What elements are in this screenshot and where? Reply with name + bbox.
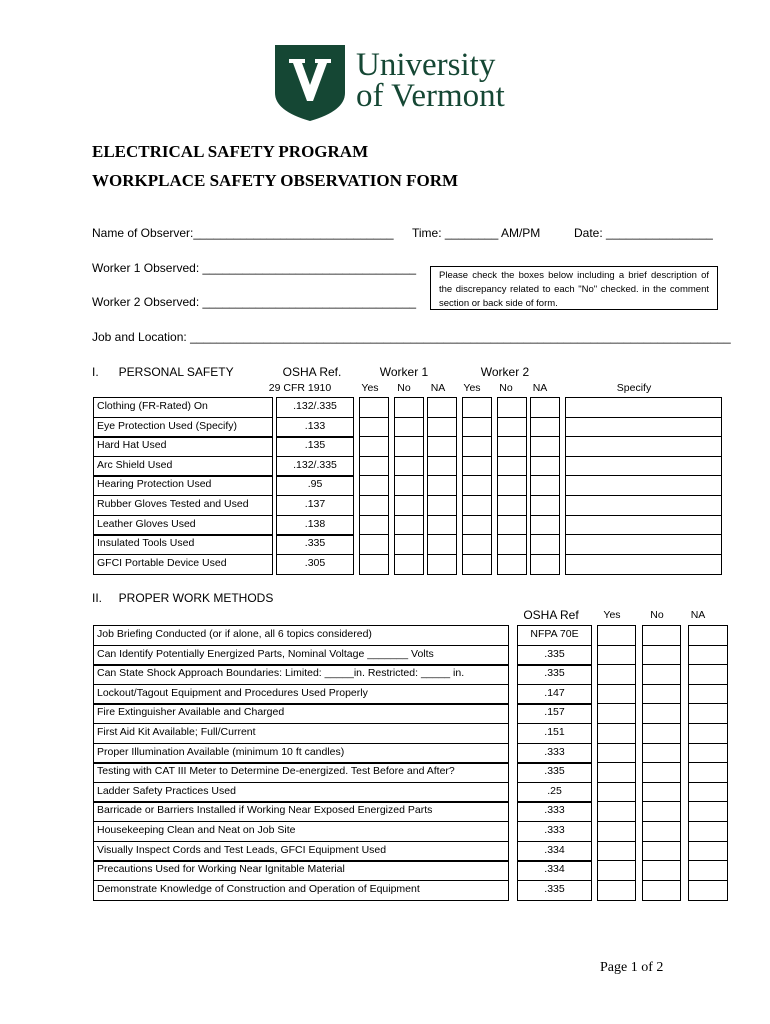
specify-field[interactable] xyxy=(565,397,722,418)
s2-no-header: No xyxy=(650,609,664,621)
w2-na-checkbox[interactable] xyxy=(530,495,560,516)
table-row-label: Lockout/Tagout Equipment and Procedures Used Properly xyxy=(93,684,509,705)
yes-checkbox[interactable] xyxy=(597,841,636,862)
table-row-label: Clothing (FR-Rated) On xyxy=(93,397,273,418)
na-checkbox[interactable] xyxy=(688,880,728,901)
no-checkbox[interactable] xyxy=(642,723,681,744)
worker2-field[interactable]: Worker 2 Observed: ________________________________ xyxy=(92,295,417,309)
w1-na-checkbox[interactable] xyxy=(427,515,457,536)
w1-no-checkbox[interactable] xyxy=(394,534,424,555)
w2-yes-checkbox[interactable] xyxy=(462,475,492,496)
na-checkbox[interactable] xyxy=(688,860,728,881)
w1-na-checkbox[interactable] xyxy=(427,495,457,516)
w2-yes-checkbox[interactable] xyxy=(462,495,492,516)
university-shield-logo xyxy=(275,45,345,121)
table-row-label: Insulated Tools Used xyxy=(93,534,273,555)
osha-ref: .132/.335 xyxy=(276,397,354,418)
yes-checkbox[interactable] xyxy=(597,645,636,666)
w2-na-checkbox[interactable] xyxy=(530,456,560,477)
table-row-label: Can State Shock Approach Boundaries: Limited: _____in. Restricted: _____ in. xyxy=(93,664,509,685)
osha-ref: .135 xyxy=(276,436,354,457)
osha-ref: .335 xyxy=(517,762,592,783)
table-row-label: Hard Hat Used xyxy=(93,436,273,457)
osha-ref: NFPA 70E xyxy=(517,625,592,646)
osha-ref: .157 xyxy=(517,703,592,724)
w2-yes-checkbox[interactable] xyxy=(462,456,492,477)
time-field[interactable]: Time: ________ AM/PM xyxy=(412,226,541,240)
date-field[interactable]: Date: ________________ xyxy=(574,226,713,240)
na-checkbox[interactable] xyxy=(688,782,728,803)
w2-no-checkbox[interactable] xyxy=(497,515,527,536)
specify-field[interactable] xyxy=(565,495,722,516)
w1-yes-checkbox[interactable] xyxy=(359,456,389,477)
osha-ref: .25 xyxy=(517,782,592,803)
na-checkbox[interactable] xyxy=(688,821,728,842)
no-checkbox[interactable] xyxy=(642,801,681,822)
observer-field[interactable]: Name of Observer:______________________________ xyxy=(92,226,394,240)
osha-ref: .151 xyxy=(517,723,592,744)
section1-osha-header: OSHA Ref. xyxy=(282,365,342,379)
section2-osha-header: OSHA Ref xyxy=(523,608,579,622)
w1-no-checkbox[interactable] xyxy=(394,554,424,575)
no-checkbox[interactable] xyxy=(642,880,681,901)
table-row-label: Housekeeping Clean and Neat on Job Site xyxy=(93,821,509,842)
specify-field[interactable] xyxy=(565,534,722,555)
yes-checkbox[interactable] xyxy=(597,860,636,881)
table-row-label: Leather Gloves Used xyxy=(93,515,273,536)
w2-na-checkbox[interactable] xyxy=(530,554,560,575)
table-row-label: Rubber Gloves Tested and Used xyxy=(93,495,273,516)
table-row-label: Eye Protection Used (Specify) xyxy=(93,417,273,438)
w1-no-checkbox[interactable] xyxy=(394,436,424,457)
table-row-label: Barricade or Barriers Installed if Working Near Exposed Energized Parts xyxy=(93,801,509,822)
na-checkbox[interactable] xyxy=(688,664,728,685)
osha-ref: .333 xyxy=(517,743,592,764)
w1-no-checkbox[interactable] xyxy=(394,456,424,477)
specify-field[interactable] xyxy=(565,456,722,477)
table-row-label: Visually Inspect Cords and Test Leads, GFCI Equipment Used xyxy=(93,841,509,862)
osha-ref: .305 xyxy=(276,554,354,575)
osha-ref: .334 xyxy=(517,860,592,881)
section1-heading: I. PERSONAL SAFETY xyxy=(92,365,234,379)
w2-no-checkbox[interactable] xyxy=(497,456,527,477)
w2-no-checkbox[interactable] xyxy=(497,534,527,555)
osha-ref: .334 xyxy=(517,841,592,862)
table-row-label: Arc Shield Used xyxy=(93,456,273,477)
specify-header: Specify xyxy=(616,382,652,394)
yes-checkbox[interactable] xyxy=(597,723,636,744)
specify-field[interactable] xyxy=(565,475,722,496)
osha-ref: .138 xyxy=(276,515,354,536)
osha-ref: .335 xyxy=(517,880,592,901)
no-checkbox[interactable] xyxy=(642,645,681,666)
osha-ref: .147 xyxy=(517,684,592,705)
w1-na-checkbox[interactable] xyxy=(427,456,457,477)
w2-na-header: NA xyxy=(532,382,548,394)
w1-yes-checkbox[interactable] xyxy=(359,417,389,438)
w2-na-checkbox[interactable] xyxy=(530,436,560,457)
w1-na-checkbox[interactable] xyxy=(427,554,457,575)
yes-checkbox[interactable] xyxy=(597,684,636,705)
s2-yes-header: Yes xyxy=(603,609,621,621)
w1-na-checkbox[interactable] xyxy=(427,475,457,496)
job-location-field[interactable]: Job and Location: _________________________________________________________________________________ xyxy=(92,330,731,344)
na-checkbox[interactable] xyxy=(688,703,728,724)
na-checkbox[interactable] xyxy=(688,743,728,764)
w1-yes-checkbox[interactable] xyxy=(359,515,389,536)
w2-yes-checkbox[interactable] xyxy=(462,534,492,555)
yes-checkbox[interactable] xyxy=(597,801,636,822)
table-row-label: Testing with CAT III Meter to Determine De-energized. Test Before and After? xyxy=(93,762,509,783)
table-row-label: Can Identify Potentially Energized Parts, Nominal Voltage _______ Volts xyxy=(93,645,509,666)
no-checkbox[interactable] xyxy=(642,703,681,724)
no-checkbox[interactable] xyxy=(642,664,681,685)
w1-na-checkbox[interactable] xyxy=(427,397,457,418)
w2-yes-header: Yes xyxy=(463,382,481,394)
specify-field[interactable] xyxy=(565,554,722,575)
w1-no-header: No xyxy=(397,382,411,394)
w2-no-header: No xyxy=(499,382,513,394)
osha-ref: .335 xyxy=(517,664,592,685)
table-row-label: Job Briefing Conducted (or if alone, all 6 topics considered) xyxy=(93,625,509,646)
w1-na-checkbox[interactable] xyxy=(427,436,457,457)
university-wordmark xyxy=(356,47,505,114)
yes-checkbox[interactable] xyxy=(597,664,636,685)
w1-yes-checkbox[interactable] xyxy=(359,475,389,496)
specify-field[interactable] xyxy=(565,515,722,536)
w2-na-checkbox[interactable] xyxy=(530,417,560,438)
w1-na-checkbox[interactable] xyxy=(427,417,457,438)
w2-na-checkbox[interactable] xyxy=(530,397,560,418)
w1-no-checkbox[interactable] xyxy=(394,515,424,536)
na-checkbox[interactable] xyxy=(688,841,728,862)
yes-checkbox[interactable] xyxy=(597,782,636,803)
w1-no-checkbox[interactable] xyxy=(394,475,424,496)
osha-ref: .335 xyxy=(276,534,354,555)
w1-no-checkbox[interactable] xyxy=(394,417,424,438)
osha-ref: .132/.335 xyxy=(276,456,354,477)
w1-na-header: NA xyxy=(430,382,446,394)
page-number: Page 1 of 2 xyxy=(600,960,664,975)
worker1-field[interactable]: Worker 1 Observed: ________________________________ xyxy=(92,261,417,275)
na-checkbox[interactable] xyxy=(688,762,728,783)
w2-na-checkbox[interactable] xyxy=(530,475,560,496)
osha-ref: .95 xyxy=(276,475,354,496)
osha-ref: .335 xyxy=(517,645,592,666)
program-title: ELECTRICAL SAFETY PROGRAM xyxy=(92,142,369,161)
no-checkbox[interactable] xyxy=(642,684,681,705)
worker2-header: Worker 2 xyxy=(480,365,530,379)
yes-checkbox[interactable] xyxy=(597,762,636,783)
w2-no-checkbox[interactable] xyxy=(497,417,527,438)
w2-na-checkbox[interactable] xyxy=(530,534,560,555)
table-row-label: Fire Extinguisher Available and Charged xyxy=(93,703,509,724)
table-row-label: First Aid Kit Available; Full/Current xyxy=(93,723,509,744)
specify-field[interactable] xyxy=(565,436,722,457)
na-checkbox[interactable] xyxy=(688,625,728,646)
w2-yes-checkbox[interactable] xyxy=(462,515,492,536)
na-checkbox[interactable] xyxy=(688,645,728,666)
table-row-label: Hearing Protection Used xyxy=(93,475,273,496)
w1-na-checkbox[interactable] xyxy=(427,534,457,555)
yes-checkbox[interactable] xyxy=(597,880,636,901)
wordmark-line2: of Vermont xyxy=(356,78,505,114)
na-checkbox[interactable] xyxy=(688,684,728,705)
osha-ref: .137 xyxy=(276,495,354,516)
no-checkbox[interactable] xyxy=(642,860,681,881)
na-checkbox[interactable] xyxy=(688,723,728,744)
w1-yes-checkbox[interactable] xyxy=(359,397,389,418)
w2-na-checkbox[interactable] xyxy=(530,515,560,536)
worker1-header: Worker 1 xyxy=(379,365,429,379)
instructions-note: Please check the boxes below including a brief description of the discrepancy related to each "No" checked. in the comment section or back side of form. xyxy=(430,266,718,310)
w1-yes-checkbox[interactable] xyxy=(359,495,389,516)
w2-yes-checkbox[interactable] xyxy=(462,554,492,575)
form-title: WORKPLACE SAFETY OBSERVATION FORM xyxy=(92,171,459,190)
w2-no-checkbox[interactable] xyxy=(497,397,527,418)
w2-no-checkbox[interactable] xyxy=(497,495,527,516)
osha-ref: .133 xyxy=(276,417,354,438)
no-checkbox[interactable] xyxy=(642,841,681,862)
w2-yes-checkbox[interactable] xyxy=(462,417,492,438)
w2-no-checkbox[interactable] xyxy=(497,436,527,457)
no-checkbox[interactable] xyxy=(642,762,681,783)
w1-no-checkbox[interactable] xyxy=(394,397,424,418)
w1-yes-header: Yes xyxy=(361,382,379,394)
osha-ref: .333 xyxy=(517,821,592,842)
w2-no-checkbox[interactable] xyxy=(497,475,527,496)
w1-yes-checkbox[interactable] xyxy=(359,436,389,457)
table-row-label: Demonstrate Knowledge of Construction and Operation of Equipment xyxy=(93,880,509,901)
yes-checkbox[interactable] xyxy=(597,743,636,764)
w2-yes-checkbox[interactable] xyxy=(462,436,492,457)
yes-checkbox[interactable] xyxy=(597,821,636,842)
table-row-label: Proper Illumination Available (minimum 10 ft candles) xyxy=(93,743,509,764)
section1-osha-sub: 29 CFR 1910 xyxy=(268,382,332,394)
specify-field[interactable] xyxy=(565,417,722,438)
no-checkbox[interactable] xyxy=(642,625,681,646)
no-checkbox[interactable] xyxy=(642,782,681,803)
w1-yes-checkbox[interactable] xyxy=(359,534,389,555)
table-row-label: GFCI Portable Device Used xyxy=(93,554,273,575)
w1-no-checkbox[interactable] xyxy=(394,495,424,516)
yes-checkbox[interactable] xyxy=(597,703,636,724)
wordmark-line1: University xyxy=(356,47,496,83)
table-row-label: Ladder Safety Practices Used xyxy=(93,782,509,803)
w2-yes-checkbox[interactable] xyxy=(462,397,492,418)
osha-ref: .333 xyxy=(517,801,592,822)
section2-heading: II. PROPER WORK METHODS xyxy=(92,591,274,605)
no-checkbox[interactable] xyxy=(642,743,681,764)
no-checkbox[interactable] xyxy=(642,821,681,842)
s2-na-header: NA xyxy=(690,609,706,621)
table-row-label: Precautions Used for Working Near Ignitable Material xyxy=(93,860,509,881)
yes-checkbox[interactable] xyxy=(597,625,636,646)
w1-yes-checkbox[interactable] xyxy=(359,554,389,575)
na-checkbox[interactable] xyxy=(688,801,728,822)
w2-no-checkbox[interactable] xyxy=(497,554,527,575)
